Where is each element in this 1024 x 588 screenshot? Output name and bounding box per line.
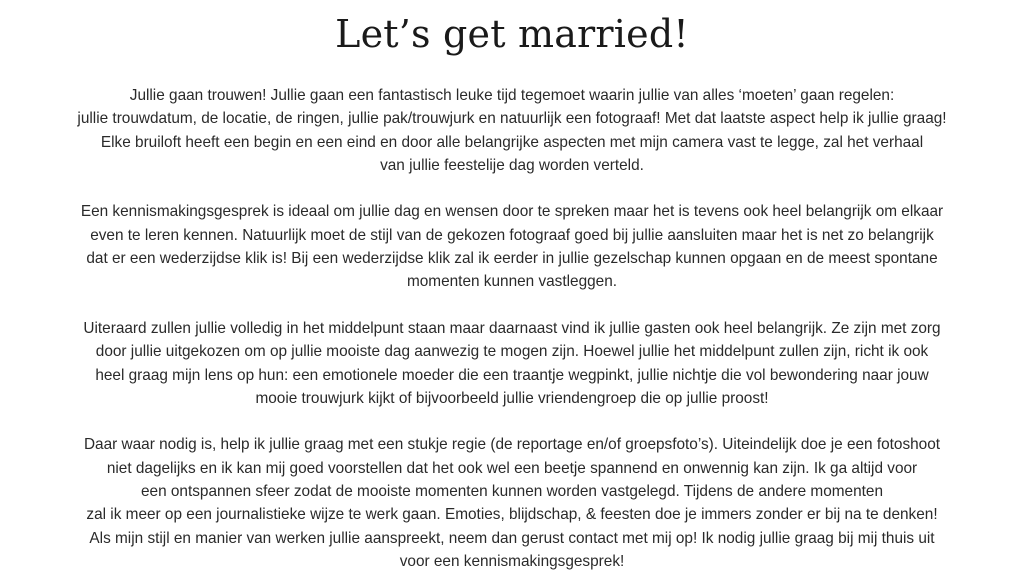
paragraph-kennismaking [0, 200, 1024, 293]
paragraph-intro [0, 84, 1024, 177]
text-line: Uiteraard zullen jullie volledig in het middelpunt staan maar daarnaast vind ik jullie gasten ook heel belangrijk. Ze zijn met zorg [83, 319, 941, 337]
text-line: Elke bruiloft heeft een begin en een eind en door alle belangrijke aspecten met mijn camera vast te legge, zal het verhaal [100, 133, 924, 151]
paragraph-gasten [0, 317, 1024, 410]
text-line: niet dagelijks en ik kan mij goed voorstellen dat het ook wel een beetje spannend en onwennig kan zijn. Ik ga altijd voor [106, 459, 918, 477]
text-line: Jullie gaan trouwen! Jullie gaan een fantastisch leuke tijd tegemoet waarin jullie van alles ‘moeten’ gaan regelen: [129, 87, 895, 104]
text-line: heel graag mijn lens op hun: een emotionele moeder die een traantje wegpinkt, jullie nichtje die vol bewondering naar jouw [95, 366, 929, 384]
body-text [0, 84, 1024, 573]
text-line: Een kennismakingsgesprek is ideaal om jullie dag en wensen door te spreken maar het is tevens ook heel belangrijk om elkaar [80, 203, 944, 221]
paragraph-regie [0, 433, 1024, 573]
text-line: Als mijn stijl en manier van werken jullie aanspreekt, neem dan gerust contact met mij op! Ik nodig jullie graag bij mij thuis uit [89, 529, 935, 547]
page-title: Let’s get married! [335, 12, 689, 56]
text-line: zal ik meer op een journalistieke wijze te werk gaan. Emoties, blijdschap, & feesten doe je immers zonder er bij na te denken! [86, 506, 938, 524]
text-line: mooie trouwjurk kijkt of bijvoorbeeld jullie vriendengroep die op jullie proost! [255, 389, 769, 407]
text-line: een ontspannen sfeer zodat de mooiste momenten kunnen worden vastgelegd. Tijdens de andere momenten [140, 483, 883, 501]
text-line: Daar waar nodig is, help ik jullie graag met een stukje regie (de reportage en/of groepsfoto’s). Uiteindelijk doe je een fotoshoot [83, 436, 941, 454]
text-line: dat er een wederzijdse klik is! Bij een wederzijdse klik zal ik eerder in jullie gezelschap kunnen opgaan en de meest spontane [86, 250, 938, 268]
text-line: van jullie feestelije dag worden verteld. [380, 156, 644, 174]
text-line: momenten kunnen vastleggen. [406, 273, 618, 291]
text-line: door jullie uitgekozen om op jullie mooiste dag aanwezig te mogen zijn. Hoewel jullie het middelpunt zullen zijn, richt ik ook [95, 343, 929, 361]
text-line: even te leren kennen. Natuurlijk moet de stijl van de gekozen fotograaf goed bij jullie aansluiten maar het is net zo belangrijk [90, 226, 934, 244]
text-line: jullie trouwdatum, de locatie, de ringen, jullie pak/trouwjurk en natuurlijk een fotograaf! Met dat laatste aspect help ik jullie graag! [77, 110, 947, 128]
text-line: voor een kennismakingsgesprek! [399, 552, 625, 570]
